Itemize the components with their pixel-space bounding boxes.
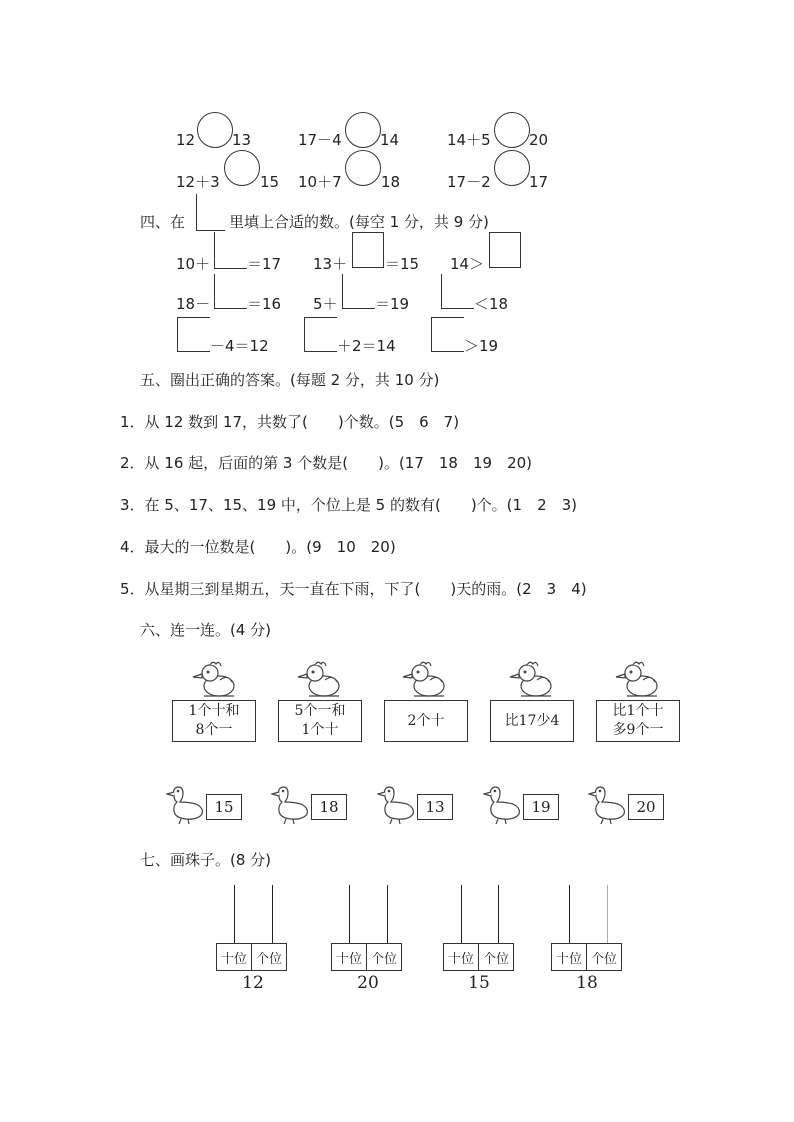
compare-right: 20	[529, 131, 549, 149]
abacus-place-table	[331, 943, 402, 971]
card-line-2: 1个十	[301, 722, 339, 738]
question-item: 3．在 5、17、15、19 中，个位上是 5 的数有( )个。(1 2 3)	[120, 496, 578, 514]
number-box[interactable]: 13	[417, 794, 453, 820]
compare-right: 15	[260, 173, 280, 191]
ones-label: 个位	[252, 944, 287, 971]
duck-icon	[588, 784, 628, 826]
tens-label: 十位	[552, 944, 587, 971]
question-item: 4．最大的一位数是( )。(9 10 20)	[120, 538, 396, 556]
tens-label: 十位	[332, 944, 367, 971]
ones-label: 个位	[587, 944, 622, 971]
question-item: 2．从 16 起，后面的第 3 个数是( )。(17 18 19 20)	[120, 454, 533, 472]
equation-prefix: 5＋	[313, 295, 338, 313]
match-card[interactable]	[384, 700, 468, 742]
abacus-number: 15	[468, 973, 490, 993]
compare-left: 12＋3	[176, 173, 220, 191]
title-example-box	[196, 194, 225, 231]
number-box[interactable]: 15	[206, 794, 242, 820]
abacus-place-table	[443, 943, 514, 971]
compare-left: 12	[176, 131, 196, 149]
answer-box[interactable]	[214, 274, 247, 309]
section-4-title-suffix: 里填上合适的数。(每空 1 分，共 9 分)	[229, 213, 489, 231]
equation-suffix: ＜18	[474, 295, 509, 313]
compare-right: 17	[529, 173, 549, 191]
duck-icon	[377, 784, 417, 826]
number-box[interactable]: 18	[311, 794, 347, 820]
number-box[interactable]: 20	[628, 794, 664, 820]
equation-suffix: ＋2＝14	[337, 337, 396, 355]
duckling-icon	[400, 660, 450, 698]
ones-label: 个位	[479, 944, 514, 971]
equation-suffix: ＝16	[247, 295, 282, 313]
equation-prefix: 13＋	[313, 255, 348, 273]
card-line-1: 1个十和	[188, 703, 240, 719]
compare-left: 10＋7	[298, 173, 342, 191]
answer-box[interactable]	[441, 274, 474, 309]
duckling-icon	[613, 660, 663, 698]
answer-box[interactable]	[489, 232, 521, 268]
compare-right: 18	[381, 173, 401, 191]
abacus-number: 18	[576, 973, 598, 993]
answer-box[interactable]	[177, 317, 210, 352]
abacus-number: 20	[357, 973, 379, 993]
compare-circle[interactable]	[494, 112, 530, 148]
compare-circle[interactable]	[224, 150, 260, 186]
duck-icon	[271, 784, 311, 826]
equation-suffix: ＝17	[247, 255, 282, 273]
abacus-place-table	[216, 943, 287, 971]
duckling-icon	[507, 660, 557, 698]
answer-box[interactable]	[352, 232, 384, 268]
equation-suffix: ＝19	[375, 295, 410, 313]
section-6-title: 六、连一连。(4 分)	[140, 621, 272, 639]
duck-icon	[483, 784, 523, 826]
equation-suffix: －4＝12	[210, 337, 269, 355]
tens-label: 十位	[444, 944, 479, 971]
card-line-1: 5个一和	[294, 703, 346, 719]
card-line-2: 多9个一	[612, 722, 664, 738]
compare-circle[interactable]	[197, 112, 233, 148]
compare-right: 14	[380, 131, 400, 149]
number-box[interactable]: 19	[523, 794, 559, 820]
card-line-1: 比1个十	[612, 703, 664, 719]
abacus-place-table	[551, 943, 622, 971]
card-line-2: 8个一	[195, 722, 233, 738]
match-card[interactable]	[596, 700, 680, 742]
duckling-icon	[295, 660, 345, 698]
equation-suffix: ＝15	[385, 255, 420, 273]
answer-box[interactable]	[431, 317, 464, 352]
answer-box[interactable]	[342, 274, 375, 309]
compare-right: 13	[232, 131, 252, 149]
ones-label: 个位	[367, 944, 402, 971]
answer-box[interactable]	[214, 232, 247, 269]
section-7-title: 七、画珠子。(8 分)	[140, 851, 272, 869]
abacus-number: 12	[242, 973, 264, 993]
question-item: 1．从 12 数到 17，共数了( )个数。(5 6 7)	[120, 413, 460, 431]
equation-prefix: 14＞	[450, 255, 485, 273]
duck-icon	[166, 784, 206, 826]
compare-left: 17－2	[447, 173, 491, 191]
answer-box[interactable]	[304, 317, 337, 352]
section-5-title: 五、圈出正确的答案。(每题 2 分，共 10 分)	[140, 371, 440, 389]
section-4-title-prefix: 四、在	[140, 213, 186, 231]
compare-circle[interactable]	[345, 112, 381, 148]
compare-left: 17－4	[298, 131, 342, 149]
equation-prefix: 10＋	[176, 255, 211, 273]
compare-left: 14＋5	[447, 131, 491, 149]
equation-suffix: ＞19	[464, 337, 499, 355]
match-card[interactable]	[490, 700, 574, 742]
duckling-icon	[190, 660, 240, 698]
card-line-1: 比17少4	[504, 712, 560, 729]
tens-label: 十位	[217, 944, 252, 971]
compare-circle[interactable]	[345, 150, 381, 186]
equation-prefix: 18－	[176, 295, 211, 313]
question-item: 5．从星期三到星期五，天一直在下雨，下了( )天的雨。(2 3 4)	[120, 580, 587, 598]
match-card[interactable]	[278, 700, 362, 742]
card-line-1: 2个十	[407, 712, 445, 729]
compare-circle[interactable]	[494, 150, 530, 186]
match-card[interactable]	[172, 700, 256, 742]
